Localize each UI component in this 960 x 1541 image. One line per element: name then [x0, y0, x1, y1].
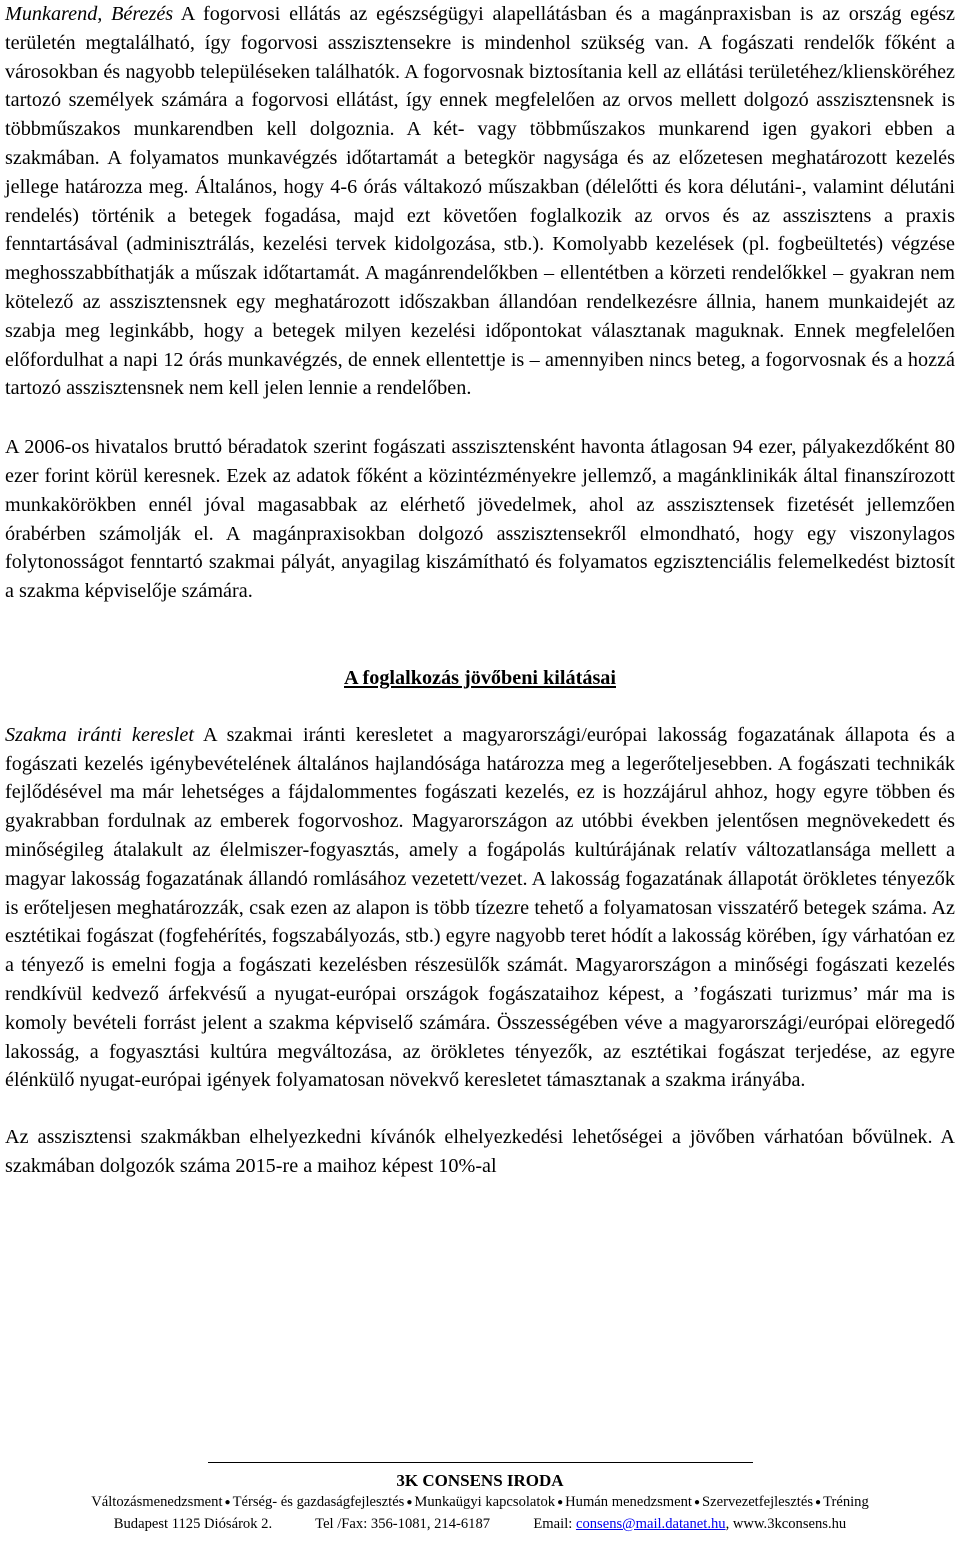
bullet-icon: ● [815, 1496, 822, 1508]
paragraph-working-hours [5, 0, 955, 403]
paragraph-outlook: Az asszisztensi szakmákban elhelyezkedni kívánók elhelyezkedési lehetőségei a jövőben várhatóan bővülnek. A szakmában dolgozók száma 2015-re a maihoz képest 10%-al [5, 1126, 955, 1177]
section-lead-munkarend: Munkarend, Bérezés [5, 3, 174, 25]
paragraph-demand [5, 721, 955, 1095]
bullet-icon: ● [224, 1496, 231, 1508]
page-footer [5, 1462, 955, 1534]
footer-company-name: 3K CONSENS IRODA [396, 1471, 564, 1490]
document-body [5, 0, 955, 1181]
service-item: Térség- és gazdaságfejlesztés [232, 1494, 405, 1510]
footer-services-list [5, 1492, 955, 1513]
footer-address: Budapest 1125 Diósárok 2. [113, 1515, 273, 1532]
footer-email-link[interactable]: consens@mail.datanet.hu [575, 1515, 726, 1532]
footer-phone: Tel /Fax: 356-1081, 214-6187 [315, 1515, 491, 1532]
service-item: Változásmenedzsment [91, 1494, 223, 1510]
paragraph-text: A fogorvosi ellátás az egészségügyi alapellátásban és a magánpraxisban is az ország egész területén megtalálható, így fogorvosi asszisztensekre is mindenhol szükség van. A fogászati rendelők főként a városokban és nagyobb településeken találhatók. A fogorvosnak biztosítania kell az ellátási területéhez/kliensköréhez tartozó személyek számára a fogorvosi ellátást, így ennek megfelelően az orvos mellett dolgozó asszisztensnek is többműszakos munkarendben kell dolgoznia. A két- vagy többműszakos munkarend igen gyakori ebben a szakmában. A folyamatos munkavégzés időtartamát a betegkör nagysága és az előzetesen meghatározott kezelés jellege határozza meg. Általános, hogy 4-6 órás váltakozó műszakban (délelőtti és kora délutáni-, valamint délutáni rendelés) történik a betegek fogadása, majd ezt követően foglalkozik az orvos és az asszisztens a praxis fenntartásával (adminisztrálás, kezelési tervek kidolgozása, stb.). Komolyabb kezelések (pl. fogbeültetés) végzése meghosszabbíthatják a műszak időtartamát. A magánrendelőkben – ellentétben a körzeti rendelőkkel – gyakran nem kötelező az asszisztensnek egy meghatározott időszakban állandóan rendelkezésre állnia, hanem munkaidejét az szabja meg leginkább, hogy a betegek milyen kezelési időpontokat választanak maguknak. Ennek megfelelően előfordulhat a napi 12 órás munkavégzés, de ennek ellentettje is – amennyiben nincs beteg, a fogorvosnak és a hozzá tartozó asszisztensnek nem kell jelen lennie a rendelőben. [5, 3, 955, 400]
footer-divider [208, 1462, 753, 1463]
footer-email-label: Email: [533, 1515, 573, 1532]
bullet-icon: ● [406, 1496, 413, 1508]
service-item: Munkaügyi kapcsolatok [414, 1494, 556, 1510]
section-heading: A foglalkozás jövőbeni kilátásai [344, 666, 616, 689]
paragraph-salary: A 2006-os hivatalos bruttó béradatok szerint fogászati asszisztensként havonta átlagosan 94 ezer, pályakezdőként 80 ezer forint körül keresnek. Ezek az adatok főként a közintézményekre jellemző, a magánklinikák által finanszírozott munkakörökben ennél jóval magasabbak az elérhető jövedelmek, ahol az asszisztensek fizetését jellemzően órabérben számolják el. A magánpraxisokban dolgozó asszisztensekről elmondható, hogy egy viszonylagos folytonosságot fenntartó szakmai pályát, anyagilag kiszámítható és folyamatos egzisztenciális felemelkedést biztosít a szakma képviselője számára. [5, 436, 955, 603]
service-item: Szervezetfejlesztés [702, 1494, 814, 1510]
section-lead-kereslet: Szakma iránti kereslet [5, 723, 194, 746]
footer-website[interactable]: , www.3kconsens.hu [725, 1515, 847, 1532]
footer-contact-line [5, 1514, 955, 1534]
bullet-icon: ● [693, 1496, 701, 1508]
bullet-icon: ● [557, 1496, 564, 1508]
service-item: Humán menedzsment [565, 1494, 692, 1510]
paragraph-text: A szakmai iránti keresletet a magyarországi/európai lakosság fogazatának állapota és a fogászati kezelés igénybevételének általános hajlandósága határozza meg a legerőteljesebben. A fogászati technikák fejlődésével ma már lehetséges a fájdalommentes fogászati kezelés, ez is hozzájárul ahhoz, hogy egyre többen és gyakrabban fordulnak az emberek fogorvoshoz. Magyarországon az utóbbi években jelentősen megnövekedett és minőségileg átalakult az élelmiszer-fogyasztás, amely a fogápolás kultúrájának relatív változatlansága mellett a magyar lakosság fogazatának állandó romlásához vezetett/vezet. A lakosság fogazatának állapotát örökletes tényezők is erőteljesen meghatározzák, csak ezen az alapon is több tízezre tehető a folyamatosan visszatérő betegek száma. Az esztétikai fogászat (fogfehérítés, fogszabályozás, stb.) egyre nagyobb teret hódít a lakosság körében, így várhatóan ez a tényező is emelni fogja a fogászati kezelésben részesülők számát. Magyarországon a minőségi fogászati kezelés rendkívül kedvező árfekvésű a nyugat-európai országok fogászataihoz képest, a ’fogászati turizmus’ már ma is komoly bevételi forrást jelent a szakma képviselő számára. Összességében véve a magyarországi/európai elöregedő lakosság, a fogyasztási kultúra megváltozása, az örökletes tényezők, az esztétikai fogászat terjedése, az egyre élénkülő nyugat-európai igények folyamatosan növekvő keresletet támasztanak a szakma irányába. [5, 723, 955, 1092]
service-item: Tréning [823, 1494, 869, 1510]
